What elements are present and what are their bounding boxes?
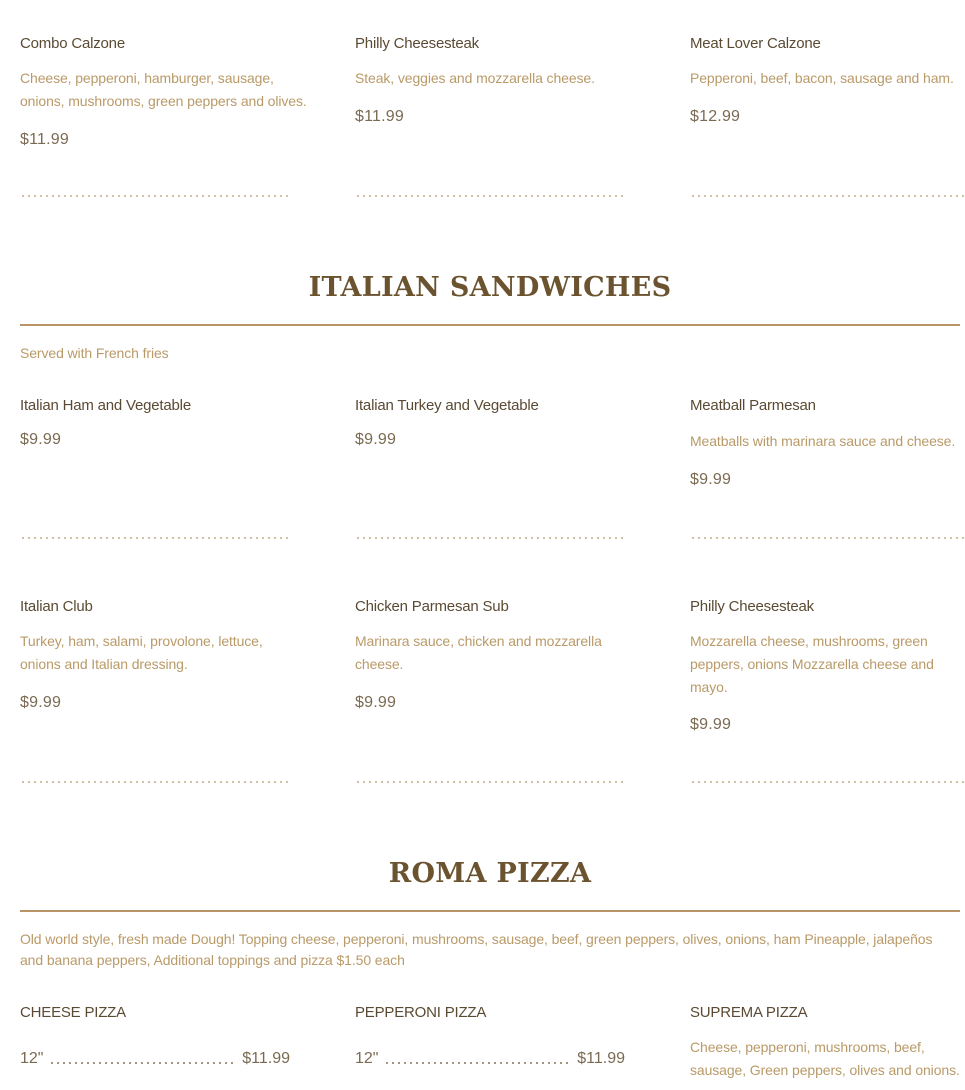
menu-item-name: Meatball Parmesan	[690, 397, 816, 414]
menu-item-name: CHEESE PIZZA	[20, 1004, 126, 1021]
dotted-divider	[690, 195, 965, 197]
menu-item-price: $9.99	[355, 431, 397, 448]
pizza-size: 12"	[355, 1050, 379, 1067]
dotted-divider	[20, 195, 290, 197]
pizza-price: $11.99	[242, 1050, 290, 1067]
section-note: Old world style, fresh made Dough! Topping cheese, pepperoni, mushrooms, sausage, beef, green peppers, olives, onions, ham Pineapple, jalapeños and banana peppers, Additional toppings and pizza $1.50 each	[20, 931, 933, 968]
menu-item-name: Meat Lover Calzone	[690, 35, 821, 52]
menu-item-name: PEPPERONI PIZZA	[355, 1004, 487, 1021]
menu-item-description: Steak, veggies and mozzarella cheese.	[355, 70, 595, 86]
menu-item-price: $9.99	[690, 471, 732, 488]
menu-item-price: $11.99	[20, 131, 69, 148]
menu-item-price: $12.99	[690, 108, 741, 125]
pizza-size-row	[355, 1050, 625, 1068]
menu-item-name: Philly Cheesesteak	[690, 598, 814, 615]
dotted-divider	[355, 195, 625, 197]
menu-item-price: $9.99	[355, 694, 397, 711]
menu-item-description: Cheese, pepperoni, mushrooms, beef, sausage, Green peppers, olives and onions.	[690, 1039, 960, 1078]
dotted-divider	[20, 781, 290, 783]
menu-item-price: $11.99	[355, 108, 404, 125]
pizza-size-row	[20, 1050, 290, 1068]
dotted-divider	[690, 781, 965, 783]
menu-item-name: SUPREMA PIZZA	[690, 1004, 808, 1021]
dotted-divider	[20, 537, 290, 539]
menu-item-price: $9.99	[690, 716, 732, 733]
pizza-price: $11.99	[577, 1050, 625, 1067]
menu-item-description: Marinara sauce, chicken and mozzarella cheese.	[355, 633, 602, 672]
section-divider	[20, 910, 960, 912]
menu-item-price: $9.99	[20, 694, 62, 711]
menu-item-description: Meatballs with marinara sauce and cheese.	[690, 433, 956, 449]
menu-item-name: Philly Cheesesteak	[355, 35, 479, 52]
menu-item-description: Turkey, ham, salami, provolone, lettuce, onions and Italian dressing.	[20, 633, 263, 672]
menu-item-name: Italian Club	[20, 598, 93, 615]
menu-item-description: Cheese, pepperoni, hamburger, sausage, onions, mushrooms, green peppers and olives.	[20, 70, 307, 109]
menu-item-name: Italian Turkey and Vegetable	[355, 397, 539, 414]
section-title-roma-pizza: ROMA PIZZA	[388, 858, 592, 889]
dot-leader	[384, 1062, 571, 1064]
menu-item-price: $9.99	[20, 431, 62, 448]
pizza-size: 12"	[20, 1050, 44, 1067]
menu-item-name: Italian Ham and Vegetable	[20, 397, 191, 414]
dotted-divider	[355, 537, 625, 539]
dotted-divider	[355, 781, 625, 783]
menu-item-name: Chicken Parmesan Sub	[355, 598, 509, 615]
section-title-italian-sandwiches: ITALIAN SANDWICHES	[308, 272, 672, 303]
menu-item-description: Pepperoni, beef, bacon, sausage and ham.	[690, 70, 954, 86]
menu-item-description: Mozzarella cheese, mushrooms, green peppers, onions Mozzarella cheese and mayo.	[690, 633, 934, 695]
dot-leader	[49, 1062, 236, 1064]
section-note: Served with French fries	[20, 345, 169, 361]
dotted-divider	[690, 537, 965, 539]
menu-item-name: Combo Calzone	[20, 35, 125, 52]
section-divider	[20, 324, 960, 326]
